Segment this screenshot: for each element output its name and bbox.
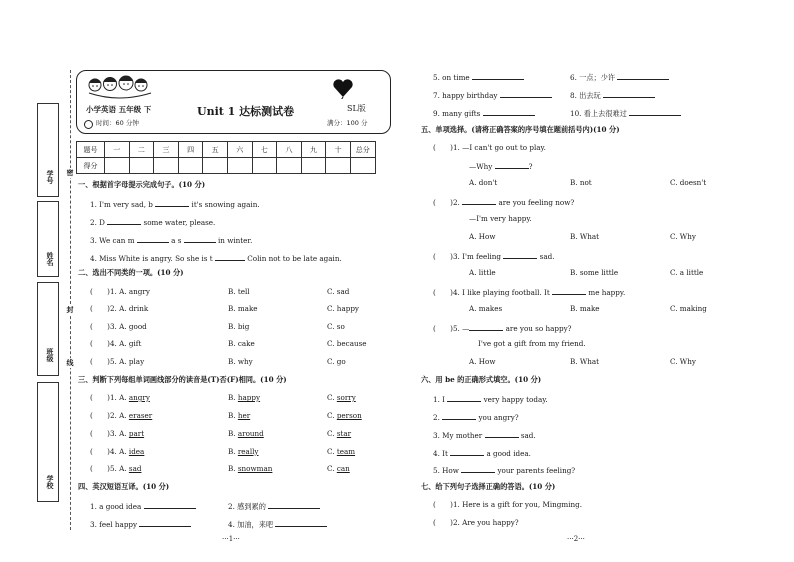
s7-item-1: ( )1. Here is a gift for you, Mingming.: [433, 500, 583, 509]
s2-item-2-b: B. make: [228, 304, 258, 313]
s5-q4-a: A. makes: [469, 304, 503, 313]
score-cell: 题号: [77, 142, 105, 158]
s2-item-2-c: C. happy: [327, 304, 359, 313]
item-number: 3.: [433, 431, 440, 440]
item-text: sad.: [520, 431, 536, 440]
s2-item-3-c: C. so: [327, 322, 345, 331]
item-number: 8.: [570, 91, 577, 100]
s3-item-4: [90, 447, 144, 456]
answer-blank[interactable]: [137, 234, 169, 243]
score-input[interactable]: [227, 158, 252, 174]
item-text: are you feeling now?: [498, 198, 575, 207]
s5-q3-c: C. a little: [670, 268, 704, 277]
answer-blank[interactable]: [442, 411, 476, 420]
answer-blank[interactable]: [629, 107, 681, 116]
s6-item-1: [433, 393, 548, 404]
option-word: sad: [128, 464, 142, 473]
s5-q5-line2: I've got a gift from my friend.: [478, 339, 586, 348]
answer-blank[interactable]: [469, 322, 503, 331]
s5-q5-a: A. How: [469, 357, 496, 366]
answer-blank[interactable]: [461, 464, 495, 473]
s2-item-1-c: C. sad: [327, 287, 350, 296]
item-text: a s: [171, 236, 182, 245]
score-cell: 四: [178, 142, 203, 158]
section-3-title: 三、判断下列每组单词画线部分的读音是(T)否(F)相同。(10 分): [78, 375, 287, 384]
s2-item-1: [90, 287, 150, 296]
full-score: 满分：100 分: [327, 119, 368, 127]
s2-item-5: [90, 357, 144, 366]
item-number: 3.: [90, 236, 97, 245]
s3-item-4-c: [327, 447, 355, 456]
option-a: ( )2. A. drink: [90, 304, 149, 313]
answer-blank[interactable]: [617, 71, 669, 80]
s2-item-5-c: C. go: [327, 357, 346, 366]
s4-item-4: [228, 518, 327, 529]
option-prefix: ( )5. A.: [90, 464, 129, 473]
score-cell: 九: [301, 142, 326, 158]
s3-item-1-b: [228, 393, 260, 402]
s3-item-5: [90, 464, 141, 473]
item-number: 4.: [228, 520, 235, 529]
item-text: We can m: [99, 236, 135, 245]
option-word: part: [128, 429, 145, 438]
s6-item-4: [433, 447, 531, 458]
item-number: 2.: [90, 218, 97, 227]
option-word: person: [336, 411, 362, 420]
option-word: around: [237, 429, 264, 438]
s1-item-4: [90, 252, 342, 263]
s5-q4-b: B. make: [570, 304, 600, 313]
item-text: My mother: [442, 431, 483, 440]
s4-item-1: [90, 500, 196, 511]
s2-item-2: [90, 304, 148, 313]
option-word: sorry: [336, 393, 356, 402]
page-number-left: ···1···: [222, 535, 240, 543]
score-input[interactable]: [105, 158, 130, 174]
option-prefix: C.: [327, 447, 337, 456]
score-cell: 二: [129, 142, 154, 158]
item-text: many gifts: [442, 109, 481, 118]
s3-item-3-b: [228, 429, 264, 438]
s5-q1-a: A. don't: [469, 178, 498, 187]
item-number: 5.: [433, 466, 440, 475]
s5-q1: ( )1. —I can't go out to play.: [433, 143, 546, 152]
s1-item-2: [90, 216, 215, 227]
item-text: 一点；少许: [579, 73, 616, 82]
score-cell: 十: [326, 142, 351, 158]
answer-blank[interactable]: [184, 234, 216, 243]
answer-blank[interactable]: [107, 216, 141, 225]
option-word: eraser: [128, 411, 153, 420]
seal-char-xian: 线: [64, 358, 76, 368]
s3-item-1: [90, 393, 150, 402]
s2-item-3: [90, 322, 147, 331]
s5-q1-line2: [469, 160, 532, 171]
item-number: 2.: [228, 502, 235, 511]
item-text: a good idea: [99, 502, 142, 511]
s5-q4-c: C. making: [670, 304, 707, 313]
score-input[interactable]: [178, 158, 203, 174]
item-number: 10.: [570, 109, 582, 118]
item-number: 4.: [90, 254, 97, 263]
s2-item-4-b: B. cake: [228, 339, 255, 348]
option-word: happy: [237, 393, 261, 402]
exam-time: 时间：60 分钟: [96, 119, 139, 127]
answer-blank[interactable]: [485, 429, 519, 438]
score-row-label: 得分: [77, 158, 105, 174]
school-label: 学校: [46, 475, 54, 489]
item-text: How: [442, 466, 459, 475]
item-text: ?: [528, 162, 533, 171]
answer-blank[interactable]: [144, 500, 196, 509]
answer-blank[interactable]: [215, 252, 245, 261]
item-text: some water, please.: [143, 218, 216, 227]
score-cell: 七: [252, 142, 277, 158]
exam-header: [76, 70, 391, 134]
option-word: angry: [128, 393, 150, 402]
s5-q1-b: B. not: [570, 178, 592, 187]
answer-blank[interactable]: [603, 89, 655, 98]
section-1-title: 一、根据首字母提示完成句子。(10 分): [78, 180, 206, 189]
s1-item-3: [90, 234, 252, 245]
s4-item-8: [570, 89, 655, 100]
option-word: her: [237, 411, 251, 420]
option-word: really: [237, 447, 259, 456]
option-prefix: B.: [228, 447, 238, 456]
score-table-score-row: [77, 158, 376, 174]
exam-title: Unit 1 达标测试卷: [197, 105, 295, 118]
item-text: your parents feeling?: [497, 466, 576, 475]
item-text: feel happy: [99, 520, 138, 529]
s3-item-3-c: [327, 429, 351, 438]
item-text: 加油，来吧: [237, 520, 274, 529]
s5-q2-c: C. Why: [670, 232, 696, 241]
item-number: 5.: [433, 73, 440, 82]
s5-q2-line2: —I'm very happy.: [469, 214, 532, 223]
s3-item-4-b: [228, 447, 259, 456]
answer-blank[interactable]: [462, 196, 496, 205]
page-number: 2: [573, 535, 579, 543]
s4-item-2: [228, 500, 320, 511]
s2-item-4-c: C. because: [327, 339, 367, 348]
option-word: star: [336, 429, 352, 438]
s4-item-7: [433, 89, 552, 100]
seal-line: [70, 70, 71, 530]
answer-blank[interactable]: [552, 286, 586, 295]
s5-q2: [433, 196, 574, 207]
score-input[interactable]: [301, 158, 326, 174]
answer-blank[interactable]: [500, 89, 552, 98]
student-id-label: 学号: [46, 170, 54, 184]
s5-q2-b: B. What: [570, 232, 600, 241]
option-a: ( )1. A. angry: [90, 287, 150, 296]
option-prefix: C.: [327, 429, 337, 438]
answer-blank[interactable]: [503, 250, 537, 259]
item-text: ( )5. —: [433, 324, 470, 333]
s2-item-4: [90, 339, 141, 348]
answer-blank[interactable]: [275, 518, 327, 527]
edition-label: SL版: [347, 104, 366, 113]
item-text: in winter.: [218, 236, 253, 245]
item-text: on time: [442, 73, 470, 82]
s3-item-3: [90, 429, 144, 438]
item-text: you angry?: [478, 413, 519, 422]
s3-item-2-c: [327, 411, 362, 420]
page-number: 1: [228, 535, 234, 543]
answer-blank[interactable]: [139, 518, 191, 527]
seal-char-feng: 封: [64, 305, 76, 315]
answer-blank[interactable]: [450, 447, 484, 456]
s4-item-5: [433, 71, 524, 82]
s5-q5: [433, 322, 572, 333]
answer-blank[interactable]: [268, 500, 320, 509]
s2-item-1-b: B. tell: [228, 287, 250, 296]
item-number: 3.: [90, 520, 97, 529]
option-prefix: C.: [327, 411, 337, 420]
option-prefix: B.: [228, 429, 238, 438]
section-2-title: 二、选出不同类的一项。(10 分): [78, 268, 184, 277]
s5-q4: [433, 286, 625, 297]
score-input[interactable]: [154, 158, 179, 174]
item-text: 感到累的: [237, 502, 266, 511]
option-word: idea: [128, 447, 145, 456]
item-text: I'm very sad, b: [99, 200, 153, 209]
item-number: 7.: [433, 91, 440, 100]
item-text: 出去玩: [579, 91, 601, 100]
s3-item-1-c: [327, 393, 356, 402]
answer-blank[interactable]: [495, 160, 529, 169]
item-text: It: [442, 449, 448, 458]
item-number: 2.: [433, 413, 440, 422]
class-label: 班级: [46, 348, 54, 362]
option-prefix: C.: [327, 464, 337, 473]
s5-q1-c: C. doesn't: [670, 178, 707, 187]
clock-icon: [84, 120, 93, 129]
score-cell: 一: [105, 142, 130, 158]
score-cell: 总分: [350, 142, 375, 158]
item-text: D: [99, 218, 105, 227]
score-input[interactable]: [277, 158, 302, 174]
s3-item-5-b: [228, 464, 272, 473]
s5-q5-c: C. Why: [670, 357, 696, 366]
section-5-title: 五、单项选择。(请将正确答案的序号填在题前括号内)(10 分): [421, 125, 620, 134]
section-4-title: 四、英汉短语互译。(10 分): [78, 482, 170, 491]
score-cell: 八: [277, 142, 302, 158]
s7-item-2: ( )2. Are you happy?: [433, 518, 519, 527]
option-prefix: ( )3. A.: [90, 429, 129, 438]
answer-blank[interactable]: [155, 198, 189, 207]
s3-item-2: [90, 411, 152, 420]
item-number: 1.: [90, 502, 97, 511]
item-number: 9.: [433, 109, 440, 118]
s5-q3-a: A. little: [469, 268, 496, 277]
option-prefix: ( )4. A.: [90, 447, 129, 456]
score-input[interactable]: [129, 158, 154, 174]
item-text: 看上去很难过: [583, 109, 627, 118]
answer-blank[interactable]: [483, 107, 535, 116]
s3-item-2-b: [228, 411, 250, 420]
item-text: are you so happy?: [505, 324, 572, 333]
item-number: 1.: [433, 395, 440, 404]
section-7-title: 七、给下列句子选择正确的答语。(10 分): [421, 482, 556, 491]
s4-item-6: [570, 71, 669, 82]
s6-item-5: [433, 464, 575, 475]
s4-item-10: [570, 107, 681, 118]
s5-q2-a: A. How: [469, 232, 496, 241]
seal-char-mi: 密: [64, 168, 76, 178]
item-text: a good idea.: [486, 449, 531, 458]
option-prefix: B.: [228, 393, 238, 402]
option-word: snowman: [237, 464, 273, 473]
item-text: —Why: [469, 162, 493, 171]
kids-illustration: [85, 73, 157, 101]
option-a: ( )5. A. play: [90, 357, 145, 366]
score-input[interactable]: [203, 158, 228, 174]
option-prefix: B.: [228, 464, 238, 473]
page-number-right: ···2···: [567, 535, 585, 543]
score-input[interactable]: [326, 158, 351, 174]
option-prefix: ( )2. A.: [90, 411, 129, 420]
s1-item-1: [90, 198, 260, 209]
heart-icon: [332, 77, 354, 99]
s4-item-3: [90, 518, 191, 529]
item-text: ( )3. I'm feeling: [433, 252, 502, 261]
item-number: 6.: [570, 73, 577, 82]
course-title: 小学英语 五年级 下: [86, 105, 152, 114]
s3-item-5-c: [327, 464, 350, 473]
option-word: team: [336, 447, 356, 456]
score-input[interactable]: [252, 158, 277, 174]
score-input[interactable]: [350, 158, 375, 174]
score-table: [76, 141, 376, 174]
item-text: happy birthday: [442, 91, 498, 100]
score-cell: 三: [154, 142, 179, 158]
s5-q3: [433, 250, 555, 261]
s2-item-3-b: B. big: [228, 322, 250, 331]
item-number: 4.: [433, 449, 440, 458]
item-text: I: [442, 395, 445, 404]
item-text: Miss White is angry. So she is t: [99, 254, 213, 263]
item-text: me happy.: [588, 288, 626, 297]
item-text: very happy today.: [483, 395, 548, 404]
item-text: ( )2.: [433, 198, 460, 207]
item-text: ( )4. I like playing football. It: [433, 288, 550, 297]
answer-blank[interactable]: [447, 393, 481, 402]
item-text: sad.: [539, 252, 555, 261]
s2-item-5-b: B. why: [228, 357, 253, 366]
s6-item-3: [433, 429, 536, 440]
item-number: 1.: [90, 200, 97, 209]
section-6-title: 六、用 be 的正确形式填空。(10 分): [421, 375, 542, 384]
item-text: it's snowing again.: [191, 200, 260, 209]
option-prefix: B.: [228, 411, 238, 420]
score-table-header-row: [77, 142, 376, 158]
item-text: Colin not to be late again.: [247, 254, 342, 263]
s6-item-2: [433, 411, 519, 422]
option-a: ( )3. A. good: [90, 322, 147, 331]
option-a: ( )4. A. gift: [90, 339, 142, 348]
answer-blank[interactable]: [472, 71, 524, 80]
s4-item-9: [433, 107, 535, 118]
s5-q3-b: B. some little: [570, 268, 619, 277]
score-cell: 五: [203, 142, 228, 158]
option-word: can: [336, 464, 350, 473]
name-label: 姓名: [46, 252, 54, 266]
option-prefix: C.: [327, 393, 337, 402]
score-cell: 六: [227, 142, 252, 158]
option-prefix: ( )1. A.: [90, 393, 129, 402]
s5-q5-b: B. What: [570, 357, 600, 366]
